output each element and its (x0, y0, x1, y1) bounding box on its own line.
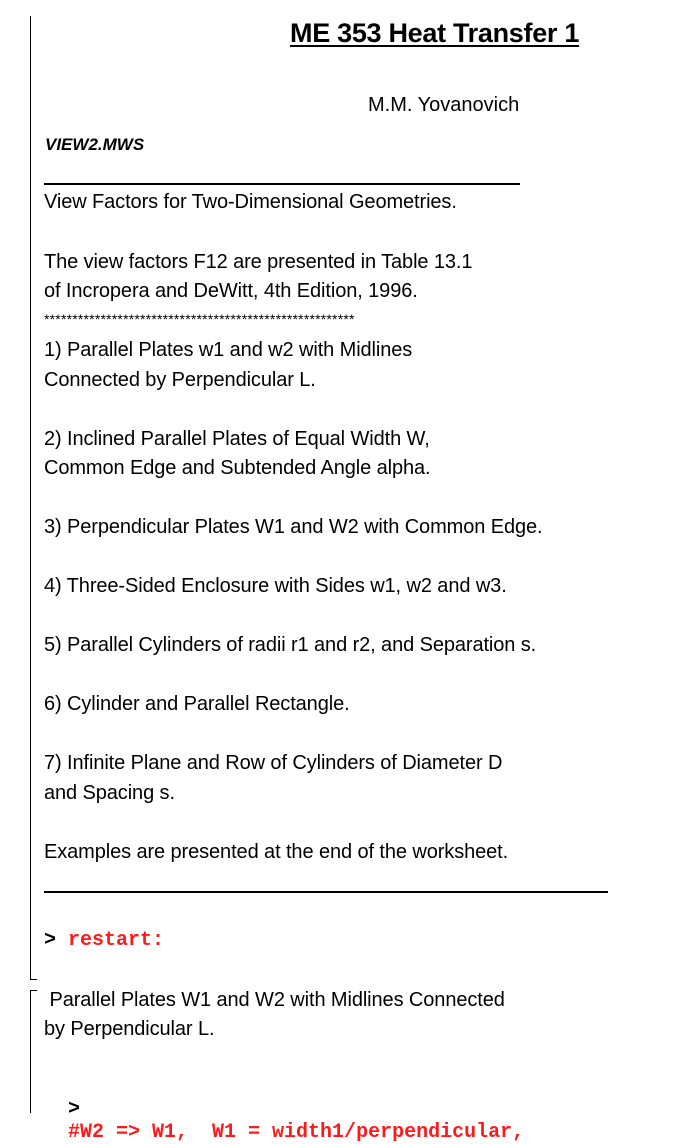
input-code[interactable]: restart: (68, 929, 165, 952)
intro-subject: View Factors for Two-Dimensional Geometries. (44, 191, 457, 213)
section-bracket[interactable] (30, 990, 31, 1113)
section2-text-line-2: by Perpendicular L. (44, 1018, 215, 1040)
page-title: ME 353 Heat Transfer 1 (290, 18, 580, 48)
section2-text-line-1: Parallel Plates W1 and W2 with Midlines Connected (44, 989, 505, 1011)
input-line-restart[interactable] (44, 929, 164, 952)
divider-top (44, 183, 520, 185)
input-prompt: > (68, 1098, 81, 1121)
list-item-6: 6) Cylinder and Parallel Rectangle. (44, 693, 350, 715)
list-item-7-line-1: 7) Infinite Plane and Row of Cylinders of Diameter D (44, 752, 503, 774)
list-item-2-line-2: Common Edge and Subtended Angle alpha. (44, 457, 431, 479)
asterisk-separator: ******************************************************* (44, 311, 355, 327)
section-bracket-top (30, 990, 37, 991)
list-item-5: 5) Parallel Cylinders of radii r1 and r2, and Separation s. (44, 634, 537, 656)
intro-reference-line-1: The view factors F12 are presented in Table 13.1 (44, 251, 473, 273)
list-item-1-line-2: Connected by Perpendicular L. (44, 369, 316, 391)
input-line-comment[interactable] (44, 1075, 524, 1144)
list-item-4: 4) Three-Sided Enclosure with Sides w1, w2 and w3. (44, 575, 507, 597)
list-item-7-line-2: and Spacing s. (44, 782, 175, 804)
input-prompt: > (44, 929, 57, 952)
worksheet-group-bracket-foot (30, 979, 37, 980)
worksheet-filename: VIEW2.MWS (45, 135, 145, 154)
examples-note: Examples are presented at the end of the worksheet. (44, 841, 509, 863)
intro-reference-line-2: of Incropera and DeWitt, 4th Edition, 1996. (44, 280, 418, 302)
input-code[interactable]: #W2 => W1, W1 = width1/perpendicular, (68, 1121, 525, 1144)
author-name: M.M. Yovanovich (368, 94, 520, 116)
list-item-2-line-1: 2) Inclined Parallel Plates of Equal Width W, (44, 428, 430, 450)
divider-bottom (44, 891, 608, 893)
list-item-1-line-1: 1) Parallel Plates w1 and w2 with Midlines (44, 339, 413, 361)
worksheet-group-bracket[interactable] (30, 16, 31, 980)
list-item-3: 3) Perpendicular Plates W1 and W2 with Common Edge. (44, 516, 543, 538)
